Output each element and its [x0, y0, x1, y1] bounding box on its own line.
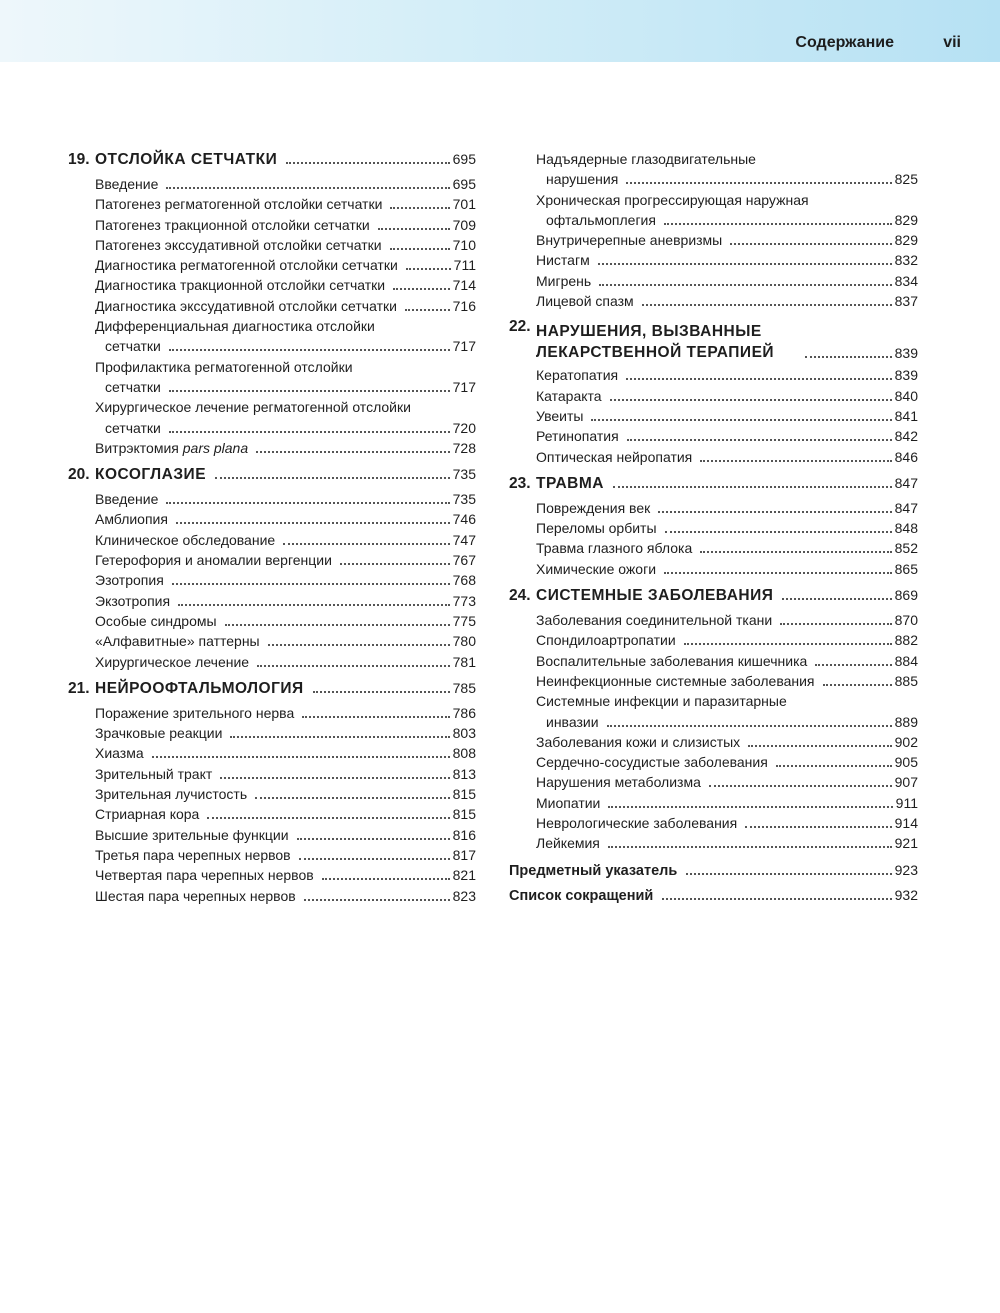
dot-leader [608, 806, 892, 808]
dot-leader [613, 486, 892, 488]
toc-entry[interactable] [95, 631, 476, 651]
entry-label: Третья пара черепных нервов [95, 846, 291, 863]
page-number-ref: 839 [894, 345, 918, 362]
page-number-ref: 786 [452, 704, 476, 721]
entry-label: Спондилоартропатии [536, 632, 676, 649]
toc-entry[interactable] [95, 886, 476, 906]
toc-column-left [68, 149, 476, 912]
page-number-ref: 846 [894, 448, 918, 465]
entry-label-italic: pars plana [182, 439, 249, 456]
dot-leader [215, 477, 450, 479]
page-number-ref: 870 [894, 612, 918, 629]
entry-label: Катаракта [536, 387, 602, 404]
entry-label: Неврологические заболевания [536, 815, 738, 832]
toc-entry[interactable] [536, 671, 918, 691]
page-number-ref: 884 [894, 652, 918, 669]
dot-leader [169, 431, 450, 433]
page-number-ref: 717 [452, 378, 476, 395]
page-number-ref: 773 [452, 592, 476, 609]
entry-label: Ретинопатия [536, 428, 619, 445]
entry-label: Витрэктомия pars plana [95, 439, 249, 456]
entry-label: Зрительный тракт [95, 765, 213, 782]
page-number-ref: 905 [894, 754, 918, 771]
entry-label: Профилактика регматогенной отслойки [95, 358, 353, 375]
toc-entry[interactable] [536, 752, 918, 772]
page-number-ref: 709 [452, 216, 476, 233]
toc-entry[interactable] [95, 550, 476, 570]
entry-label: Введение [95, 176, 159, 192]
dot-leader [390, 207, 449, 209]
entry-label: Стриарная кора [95, 806, 200, 823]
dot-leader [286, 162, 449, 164]
chapter-number: 23. [509, 474, 531, 492]
toc-entry[interactable] [95, 784, 476, 804]
chapter-number: 20. [68, 466, 90, 484]
chapter-title: НАРУШЕНИЯ, ВЫЗВАННЫЕ ЛЕКАРСТВЕННОЙ ТЕРАПИЕЙ [536, 323, 775, 362]
entry-label: Амблиопия [95, 511, 168, 528]
toc-entry[interactable] [536, 559, 918, 579]
dot-leader [256, 451, 450, 453]
toc-entry[interactable] [95, 509, 476, 529]
entry-label-text: сетчатки [105, 378, 161, 395]
chapter-items [68, 703, 476, 906]
page-number-ref: 841 [894, 407, 918, 424]
page-number-ref: 829 [894, 232, 918, 249]
entry-label-cont [536, 210, 918, 230]
entry-label-text: сетчатки [105, 338, 161, 355]
page-number-ref: 865 [894, 560, 918, 577]
toc-entry[interactable] [95, 804, 476, 824]
page-number: vii [943, 34, 961, 51]
toc-entry[interactable] [536, 651, 918, 671]
entry-label-cont [95, 418, 476, 438]
page-number-ref: 847 [894, 499, 918, 516]
entry-label-text: сетчатки [105, 419, 161, 436]
dot-leader [268, 644, 450, 646]
dot-leader [664, 572, 892, 574]
entry-label: Хроническая прогрессирующая наружная [536, 191, 809, 208]
dot-leader [598, 263, 892, 265]
dot-leader [823, 684, 892, 686]
dot-leader [745, 826, 891, 828]
page-number-ref: 821 [452, 867, 476, 884]
dot-leader [776, 765, 892, 767]
toc-entry[interactable] [536, 365, 918, 385]
page-number-ref: 852 [894, 540, 918, 557]
toc-entry[interactable] [536, 630, 918, 650]
toc-entry[interactable] [536, 498, 918, 518]
dot-leader [176, 522, 450, 524]
chapter-heading[interactable] [68, 464, 476, 489]
toc-entry[interactable] [536, 772, 918, 792]
entry-label: «Алфавитные» паттерны [95, 633, 260, 650]
dot-leader [405, 309, 450, 311]
toc-entry[interactable] [95, 438, 476, 458]
toc-entry[interactable] [95, 825, 476, 845]
entry-label: Диагностика регматогенной отслойки сетчатки [95, 257, 398, 274]
page-number-ref: 847 [894, 474, 918, 491]
toc-entry[interactable] [536, 386, 918, 406]
chapter-number: 24. [509, 587, 531, 605]
page-number-ref: 701 [452, 196, 476, 213]
dot-leader [686, 873, 891, 875]
page-number-ref: 815 [452, 786, 476, 803]
entry-label: Нарушения метаболизма [536, 774, 701, 791]
dot-leader [730, 243, 891, 245]
chapter-title: ТРАВМА [536, 474, 604, 492]
page-number-ref: 803 [452, 725, 476, 742]
page-number-ref: 869 [894, 587, 918, 604]
entry-label: Диагностика тракционной отслойки сетчатки [95, 277, 386, 294]
entry-label: Сердечно-сосудистые заболевания [536, 754, 768, 771]
chapter-heading[interactable] [68, 149, 476, 174]
dot-leader [220, 777, 449, 779]
toc-entry[interactable] [536, 813, 918, 833]
page-number-ref: 832 [894, 252, 918, 269]
entry-label: Дифференциальная диагностика отслойки [95, 318, 375, 335]
chapter-heading[interactable] [68, 678, 476, 703]
chapter-title: НЕЙРООФТАЛЬМОЛОГИЯ [95, 679, 304, 697]
dot-leader [709, 785, 892, 787]
dot-leader [207, 817, 449, 819]
dot-leader [748, 745, 891, 747]
chapter-title: СИСТЕМНЫЕ ЗАБОЛЕВАНИЯ [536, 587, 774, 605]
dot-leader [322, 878, 450, 880]
page-number-ref: 817 [452, 846, 476, 863]
dot-leader [662, 898, 891, 900]
toc-entry[interactable] [536, 732, 918, 752]
dot-leader [255, 797, 450, 799]
dot-leader [684, 643, 892, 645]
dot-leader [591, 419, 891, 421]
page-number-ref: 710 [452, 236, 476, 253]
page-number-ref: 834 [894, 272, 918, 289]
chapter-items [509, 610, 918, 854]
dot-leader [700, 551, 891, 553]
toc-entry[interactable] [536, 538, 918, 558]
page-number-ref: 842 [894, 428, 918, 445]
entry-label: Клиническое обследование [95, 531, 276, 548]
toc-entry[interactable] [95, 530, 476, 550]
toc-entry[interactable] [536, 250, 918, 270]
page-number-ref: 825 [894, 171, 918, 188]
toc-entry[interactable] [536, 406, 918, 426]
entry-label-cont [95, 336, 476, 356]
page-number-ref: 767 [452, 552, 476, 569]
chapter-items [509, 498, 918, 579]
entry-label-text: нарушения [546, 171, 619, 188]
entry-label: Экзотропия [95, 592, 171, 609]
running-header-title: Содержание [795, 34, 894, 51]
chapter-title: ОТСЛОЙКА СЕТЧАТКИ [95, 151, 278, 168]
toc-entry[interactable] [95, 703, 476, 723]
back-matter-label: Предметный указатель [509, 862, 678, 879]
toc-entry[interactable] [95, 652, 476, 672]
page-number-ref: 914 [894, 815, 918, 832]
page-number-ref: 889 [894, 713, 918, 730]
entry-label: Лицевой спазм [536, 293, 634, 310]
entry-label: Воспалительные заболевания кишечника [536, 652, 808, 669]
page-number-ref: 735 [452, 466, 476, 483]
page-number-ref: 717 [452, 338, 476, 355]
page-number-ref: 815 [452, 806, 476, 823]
dot-leader [313, 691, 450, 693]
page-number-ref: 816 [452, 826, 476, 843]
page-number-ref: 882 [894, 632, 918, 649]
page-number-ref: 716 [452, 297, 476, 314]
chapter-heading[interactable] [509, 585, 918, 610]
chapter-items-continued [509, 149, 918, 311]
dot-leader [178, 604, 450, 606]
entry-label: Шестая пара черепных нервов [95, 887, 296, 904]
dot-leader [626, 378, 892, 380]
page-number-ref: 714 [452, 277, 476, 294]
page-number-ref: 785 [452, 679, 476, 696]
entry-label-text: инвазии [546, 713, 599, 730]
toc-entry[interactable] [95, 255, 476, 275]
toc-entry[interactable] [536, 291, 918, 311]
chapter-items [68, 174, 476, 458]
back-matter-label: Список сокращений [509, 887, 654, 904]
entry-label: Оптическая нейропатия [536, 448, 693, 465]
toc-entry[interactable] [95, 357, 476, 398]
toc-entry[interactable] [536, 426, 918, 446]
dot-leader [627, 439, 892, 441]
entry-label: Переломы орбиты [536, 520, 657, 537]
dot-leader [607, 725, 892, 727]
dot-leader [608, 846, 892, 848]
page-number-ref: 932 [894, 886, 918, 903]
entry-label: Внутричерепные аневризмы [536, 232, 723, 249]
dot-leader [169, 349, 450, 351]
page-number-ref: 711 [453, 257, 476, 274]
entry-label-text: офтальмоплегия [546, 211, 656, 228]
entry-label: Неинфекционные системные заболевания [536, 672, 815, 689]
dot-leader [340, 563, 450, 565]
dot-leader [700, 460, 891, 462]
dot-leader [257, 665, 450, 667]
page-number-ref: 695 [452, 151, 476, 167]
dot-leader [599, 284, 891, 286]
back-matter-entry[interactable] [509, 885, 918, 910]
toc-entry[interactable] [95, 489, 476, 509]
toc-entry[interactable] [95, 174, 476, 194]
chapter-number: 22. [509, 318, 531, 336]
entry-label: Высшие зрительные функции [95, 826, 289, 843]
toc-entry[interactable] [95, 215, 476, 235]
chapter-title: КОСОГЛАЗИЕ [95, 466, 207, 484]
entry-label: Зрачковые реакции [95, 725, 223, 742]
page-number-ref: 720 [452, 419, 476, 436]
toc-entry[interactable] [95, 275, 476, 295]
dot-leader [664, 223, 892, 225]
dot-leader [152, 756, 450, 758]
toc-entry[interactable] [95, 723, 476, 743]
entry-label: Гетерофория и аномалии вергенции [95, 552, 332, 569]
page-number-ref: 695 [452, 176, 476, 192]
dot-leader [642, 304, 892, 306]
page-number-ref: 923 [894, 861, 918, 878]
toc-entry[interactable] [95, 397, 476, 438]
page-number-ref: 735 [452, 491, 476, 508]
entry-label: Эзотропия [95, 572, 164, 589]
dot-leader [406, 268, 451, 270]
toc-entry[interactable] [95, 591, 476, 611]
dot-leader [665, 531, 892, 533]
toc-entry[interactable] [536, 691, 918, 732]
dot-leader [230, 736, 449, 738]
header-band [0, 0, 1000, 62]
dot-leader [610, 399, 892, 401]
dot-leader [626, 182, 891, 184]
entry-label: Введение [95, 491, 159, 508]
dot-leader [166, 502, 449, 504]
chapter-number: 21. [68, 679, 90, 697]
dot-leader [172, 583, 450, 585]
page-number-ref: 837 [894, 293, 918, 310]
entry-label: Химические ожоги [536, 560, 657, 577]
page-number-ref: 813 [452, 765, 476, 782]
entry-label: Системные инфекции и паразитарные [536, 693, 787, 710]
entry-label: Хиазма [95, 745, 144, 762]
entry-label: Мигрень [536, 272, 592, 289]
dot-leader [299, 858, 450, 860]
entry-label: Надъядерные глазодвигательные [536, 151, 756, 167]
toc-entry[interactable] [95, 235, 476, 255]
toc-entry[interactable] [95, 845, 476, 865]
page-number-ref: 921 [894, 835, 918, 852]
entry-label: Увеиты [536, 407, 584, 424]
dot-leader [805, 356, 892, 358]
dot-leader [304, 899, 450, 901]
toc-entry[interactable] [536, 793, 918, 813]
toc-entry[interactable] [536, 149, 918, 190]
entry-label: Лейкемия [536, 835, 600, 852]
entry-label: Патогенез регматогенной отслойки сетчатки [95, 196, 383, 213]
dot-leader [393, 288, 450, 290]
entry-label: Патогенез тракционной отслойки сетчатки [95, 216, 370, 233]
page-number-ref: 823 [452, 887, 476, 904]
back-matter-entry[interactable] [509, 860, 918, 885]
toc-entry[interactable] [95, 296, 476, 316]
page-number-ref: 808 [452, 745, 476, 762]
entry-label: Заболевания соединительной ткани [536, 612, 773, 629]
toc-entry[interactable] [536, 833, 918, 853]
page-number-ref: 780 [452, 633, 476, 650]
page-number-ref: 907 [894, 774, 918, 791]
page-number-ref: 829 [894, 211, 918, 228]
dot-leader [166, 187, 449, 189]
dot-leader [283, 543, 449, 545]
page-number-ref: 775 [452, 612, 476, 629]
entry-label: Особые синдромы [95, 612, 217, 629]
dot-leader [225, 624, 450, 626]
entry-label: Нистагм [536, 252, 590, 269]
page-number-ref: 911 [895, 794, 918, 811]
toc-entry[interactable] [95, 865, 476, 885]
chapter-number: 19. [68, 151, 90, 168]
dot-leader [658, 511, 891, 513]
entry-label: Миопатии [536, 794, 601, 811]
entry-label-cont [536, 712, 918, 732]
toc-entry[interactable] [95, 743, 476, 763]
toc-column-right [509, 149, 918, 910]
toc-entry[interactable] [95, 764, 476, 784]
toc-entry[interactable] [95, 194, 476, 214]
entry-label: Зрительная лучистость [95, 786, 248, 803]
entry-label: Четвертая пара черепных нервов [95, 867, 314, 884]
dot-leader [297, 838, 450, 840]
toc-entry[interactable] [95, 316, 476, 357]
entry-label-cont [536, 169, 918, 189]
page-number-ref: 902 [894, 733, 918, 750]
toc-entry[interactable] [536, 271, 918, 291]
entry-label: Кератопатия [536, 367, 619, 384]
entry-label: Травма глазного яблока [536, 540, 693, 557]
dot-leader [169, 390, 450, 392]
dot-leader [302, 716, 449, 718]
page-number-ref: 768 [452, 572, 476, 589]
page-number-ref: 839 [894, 367, 918, 384]
dot-leader [390, 248, 450, 250]
toc-entry[interactable] [536, 610, 918, 630]
chapter-heading[interactable] [509, 473, 918, 498]
page-number-ref: 840 [894, 387, 918, 404]
page-number-ref: 728 [452, 439, 476, 456]
entry-label: Повреждения век [536, 499, 651, 516]
entry-label: Хирургическое лечение [95, 653, 250, 670]
page-number-ref: 781 [452, 653, 476, 670]
dot-leader [378, 228, 450, 230]
page-number-ref: 848 [894, 520, 918, 537]
dot-leader [780, 623, 891, 625]
entry-label: Поражение зрительного нерва [95, 704, 295, 721]
toc-entry[interactable] [536, 230, 918, 250]
entry-label: Патогенез экссудативной отслойки сетчатки [95, 236, 382, 253]
page-number-ref: 747 [452, 531, 476, 548]
chapter-heading[interactable] [509, 317, 918, 365]
entry-label: Диагностика экссудативной отслойки сетчатки [95, 297, 397, 314]
toc-entry[interactable] [536, 518, 918, 538]
entry-label: Заболевания кожи и слизистых [536, 733, 741, 750]
toc-entry[interactable] [536, 190, 918, 231]
page-number-ref: 746 [452, 511, 476, 528]
chapter-items [68, 489, 476, 672]
entry-label: Хирургическое лечение регматогенной отслойки [95, 399, 411, 416]
entry-label-cont [95, 377, 476, 397]
toc-entry[interactable] [95, 570, 476, 590]
page-number-ref: 885 [894, 672, 918, 689]
dot-leader [815, 664, 891, 666]
toc-entry[interactable] [536, 447, 918, 467]
chapter-items [509, 365, 918, 466]
dot-leader [782, 598, 891, 600]
toc-entry[interactable] [95, 611, 476, 631]
